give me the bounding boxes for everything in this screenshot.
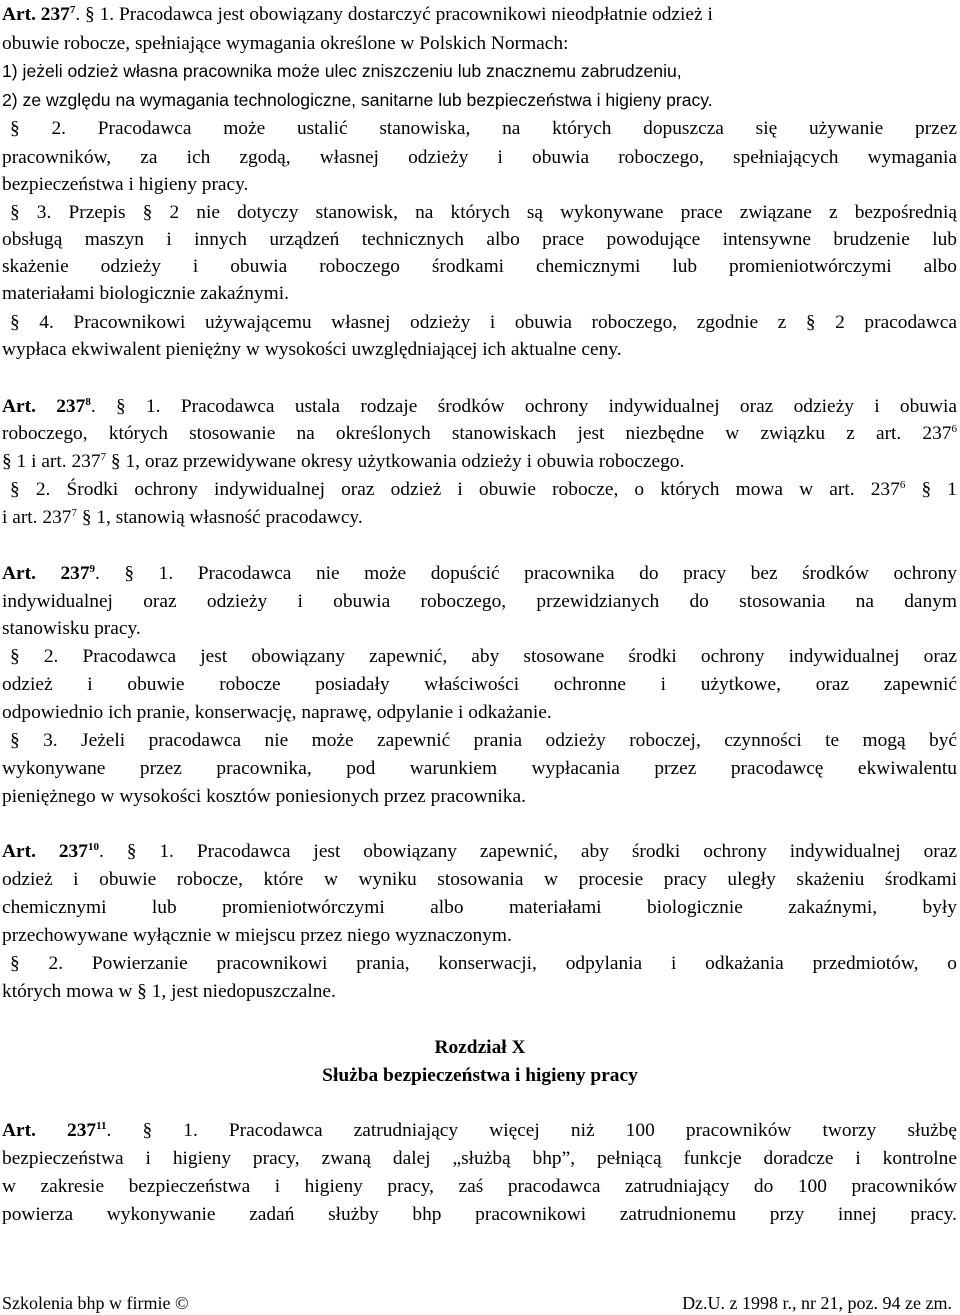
text-line: § 2. Powierzanie pracownikowi prania, konserwacji, odpylania i odkażania przedmiotów, o [10,953,957,974]
text-line: § 3. Jeżeli pracodawca nie może zapewnić prania odzieży roboczej, czynności te mogą być [10,730,957,751]
text-line: w zakresie bezpieczeństwa i higieny pracy, zaś pracodawca zatrudniający do 100 pracowników [2,1176,957,1197]
text-line: Art. $237^{10}$. § 1. Pracodawca jest obowiązany zapewnić, aby środki ochrony indywidualnej oraz [2,841,957,862]
text-line: powierza wykonywanie zadań służby bhp pracownikowi zatrudnionemu przy innej pracy. [2,1204,957,1225]
text-line: indywidualnej oraz odzieży i obuwia roboczego, przewidzianych do stosowania na danym [2,591,957,612]
text-line: odzież i obuwie robocze, które w wyniku stosowania w procesie pracy uległy skażeniu środkami [2,869,957,890]
text-line: 2) ze względu na wymagania technologiczne, sanitarne lub bezpieczeństwa i higieny pracy. [2,90,713,110]
article-heading: Art. $237^{11}$ [2,1120,107,1141]
text-line: obuwie robocze, spełniające wymagania określone w Polskich Normach: [2,33,569,54]
text-line: skażenie odzieży i obuwia roboczego środkami chemicznymi lub promieniotwórczymi albo [2,256,957,277]
text-line: materiałami biologicznie zakaźnymi. [2,283,289,304]
text-line: Art. $237^9$. § 1. Pracodawca nie może dopuścić pracownika do pracy bez środków ochrony [2,563,957,584]
chapter-title: Rozdział X [434,1037,526,1058]
text-line: i art. $237^7$ § 1, stanowią własność pracodawcy. [2,507,363,528]
article-heading: Art. $237^7$ [2,4,76,25]
article-heading: Art. $237^8$ [2,396,91,417]
text-line: § 1 i art. $237^7$ § 1, oraz przewidywane okresy użytkowania odzieży i obuwia roboczego. [2,451,685,472]
text-line: przechowywane wyłącznie w miejscu przez niego wyznaczonym. [2,925,512,946]
text-line: § 2. Pracodawca jest obowiązany zapewnić, aby stosowane środki ochrony indywidualnej oraz [10,646,957,667]
chapter-subtitle: Służba bezpieczeństwa i higieny pracy [322,1065,638,1086]
text-line: 1) jeżeli odzież własna pracownika może ulec zniszczeniu lub znacznemu zabrudzeniu, [2,61,682,81]
text-line: pieniężnego w wysokości kosztów poniesionych przez pracownika. [2,786,526,807]
article-heading: Art. $237^{10}$ [2,841,99,862]
footer-citation: Dz.U. z 1998 r., nr 21, poz. 94 ze zm. [682,1293,952,1313]
text-line: pracowników, za ich zgodą, własnej odzieży i obuwia roboczego, spełniających wymagania [2,147,957,168]
text-line: Art. $237^8$. § 1. Pracodawca ustala rodzaje środków ochrony indywidualnej oraz odzieży i obuwia [2,396,957,417]
text-line: bezpieczeństwa i higieny pracy. [2,174,249,195]
text-line: których mowa w § 1, jest niedopuszczalne. [2,981,336,1002]
text-line: Art. $237^7$. § 1. Pracodawca jest obowiązany dostarczyć pracownikowi nieodpłatnie odzież i [2,4,713,25]
article-heading: Art. $237^9$ [2,563,96,584]
text-line: odzież i obuwie robocze posiadały właściwości ochronne i użytkowe, oraz zapewnić [2,674,957,695]
text-line: wypłaca ekwiwalent pieniężny w wysokości uwzględniającej ich aktualne ceny. [2,339,622,360]
text-line: § 3. Przepis § 2 nie dotyczy stanowisk, na których są wykonywane prace związane z bezpośrednią [10,202,957,223]
text-line: roboczego, których stosowanie na określonych stanowiskach jest niezbędne w związku z art. $237^6$ [2,423,957,444]
text-line: odpowiednio ich pranie, konserwację, naprawę, odpylanie i odkażanie. [2,702,552,723]
text-line: bezpieczeństwa i higieny pracy, zwaną dalej „służbą bhp”, pełniącą funkcje doradcze i kontrolne [2,1148,957,1169]
text-line: Art. $237^{11}$. § 1. Pracodawca zatrudniający więcej niż 100 pracowników tworzy służbę [2,1120,957,1141]
text-line: § 4. Pracownikowi używającemu własnej odzieży i obuwia roboczego, zgodnie z § 2 pracodawca [10,312,957,333]
text-line: stanowisku pracy. [2,618,141,639]
text-line: § 2. Środki ochrony indywidualnej oraz odzież i obuwie robocze, o których mowa w art. $237^6$ § 1 [10,479,957,500]
footer-left: Szkolenia bhp w firmie © [2,1293,189,1313]
text-line: § 2. Pracodawca może ustalić stanowiska, na których dopuszcza się używanie przez [10,118,957,139]
text-line: chemicznymi lub promieniotwórczymi albo materiałami biologicznie zakaźnymi, były [2,897,957,918]
text-line: obsługą maszyn i innych urządzeń technicznych albo prace powodujące intensywne brudzenie lub [2,229,957,250]
text-line: wykonywane przez pracownika, pod warunkiem wypłacania przez pracodawcę ekwiwalentu [2,758,957,779]
